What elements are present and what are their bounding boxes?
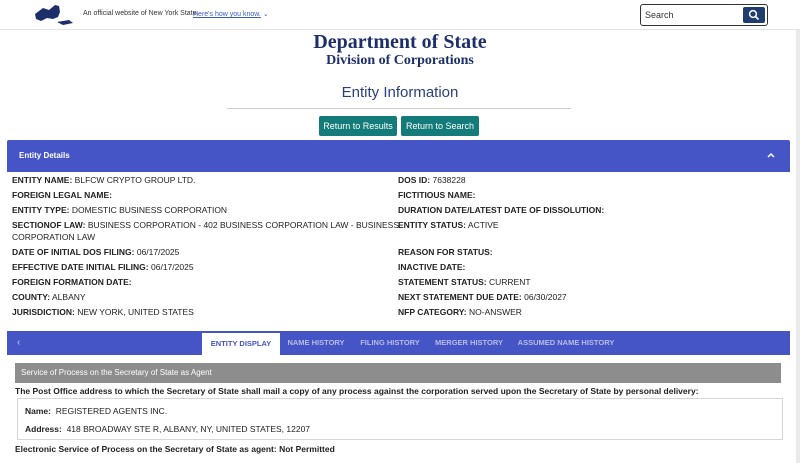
post-office-address-text: The Post Office address to which the Secretary of State shall mail a copy of any process against the corporation served upon the Secretary of State by personal delivery: [15, 386, 699, 396]
division-title: Division of Corporations [326, 53, 474, 68]
agent-address-value: 418 BROADWAY STE R, ALBANY, NY, UNITED STATES, 12207 [66, 424, 311, 434]
page-title: Entity Information [341, 84, 459, 101]
field-value: NO-ANSWER [469, 307, 522, 317]
chevron-up-icon[interactable] [766, 150, 776, 160]
field-label: EFFECTIVE DATE INITIAL FILING: [12, 262, 149, 272]
top-banner [0, 0, 800, 30]
fictitious-name-field [398, 189, 475, 201]
entity-details-body [7, 172, 790, 324]
department-title: Department of State [313, 31, 487, 53]
field-value: ALBANY [52, 292, 86, 302]
field-label: INACTIVE DATE: [398, 262, 466, 272]
field-label: NEXT STATEMENT DUE DATE: [398, 292, 522, 302]
tab-merger-history[interactable]: MERGER HISTORY [435, 338, 503, 347]
search-icon [748, 9, 760, 21]
page-scrollbar[interactable] [796, 30, 800, 463]
service-of-process-title: Service of Process on the Secretary of State as Agent [21, 368, 212, 377]
how-you-know-link[interactable] [193, 10, 269, 18]
field-value: 06/17/2025 [151, 262, 194, 272]
dissolution-date-field [398, 204, 604, 216]
field-value: 06/17/2025 [136, 247, 180, 257]
field-label: COUNTY: [12, 292, 51, 302]
initial-filing-date-field [12, 246, 179, 258]
field-label: ENTITY NAME: [12, 175, 73, 185]
agent-name-value: REGISTERED AGENTS INC. [55, 406, 168, 416]
return-to-search-button[interactable]: Return to Search [401, 116, 479, 136]
county-field [12, 291, 86, 303]
new-york-state-logo[interactable] [33, 2, 77, 28]
field-value: BUSINESS CORPORATION - 402 BUSINESS CORPORATION LAW - BUSINESS [87, 220, 399, 230]
field-label: NFP CATEGORY: [398, 307, 467, 317]
tab-name-history[interactable]: NAME HISTORY [287, 338, 345, 347]
field-label: DATE OF INITIAL DOS FILING: [12, 247, 135, 257]
tab-scroll-left-icon[interactable]: ‹ [17, 337, 21, 348]
agent-address-row [25, 424, 310, 434]
field-value: NEW YORK, UNITED STATES [77, 307, 194, 317]
entity-details-header[interactable] [7, 140, 790, 172]
entity-type-field [12, 204, 227, 216]
how-you-know-label: Here's how you know. [193, 11, 261, 18]
field-value: DOMESTIC BUSINESS CORPORATION [71, 205, 228, 215]
field-label: REASON FOR STATUS: [398, 247, 493, 257]
foreign-legal-name-field [12, 189, 112, 201]
return-to-results-button[interactable]: Return to Results [319, 116, 397, 136]
search-input[interactable] [645, 7, 741, 23]
field-label: STATEMENT STATUS: [398, 277, 487, 287]
field-label: SECTIONOF LAW: [12, 220, 86, 230]
field-label: FOREIGN FORMATION DATE: [12, 277, 132, 287]
field-label: FOREIGN LEGAL NAME: [12, 190, 112, 200]
foreign-formation-date-field [12, 276, 132, 288]
field-value-continued: CORPORATION LAW [12, 232, 96, 242]
chevron-down-icon: ⌄ [262, 11, 269, 18]
field-label: DOS ID: [398, 175, 431, 185]
electronic-service-text: Electronic Service of Process on the Secretary of State as agent: Not Permitted [15, 444, 335, 454]
entity-details-title: Entity Details [19, 151, 70, 160]
section-of-law-field [12, 219, 402, 243]
entity-name-field [12, 174, 195, 186]
agent-details-box [17, 398, 783, 440]
field-value: BLFCW CRYPTO GROUP LTD. [74, 175, 196, 185]
inactive-date-field [398, 261, 465, 273]
divider [227, 108, 571, 109]
field-value: 06/30/2027 [524, 292, 567, 302]
jurisdiction-field [12, 306, 194, 318]
tab-filing-history[interactable]: FILING HISTORY [360, 338, 420, 347]
search-box [640, 4, 768, 26]
effective-date-field [12, 261, 194, 273]
field-label: ENTITY TYPE: [12, 205, 70, 215]
entity-status-field [398, 219, 499, 231]
search-button[interactable] [743, 7, 765, 23]
field-value: 7638228 [432, 175, 466, 185]
agent-address-label: Address: [25, 424, 62, 434]
field-label: JURISDICTION: [12, 307, 75, 317]
agent-name-label: Name: [25, 406, 51, 416]
statement-status-field [398, 276, 531, 288]
reason-for-status-field [398, 246, 493, 258]
dos-id-field [398, 174, 466, 186]
agent-name-row [25, 406, 167, 416]
field-value: CURRENT [489, 277, 531, 287]
field-label: FICTITIOUS NAME: [398, 190, 476, 200]
field-value: ACTIVE [467, 220, 499, 230]
nfp-category-field [398, 306, 522, 318]
next-statement-due-field [398, 291, 567, 303]
tab-assumed-name-history[interactable]: ASSUMED NAME HISTORY [517, 338, 615, 347]
service-of-process-header [15, 363, 781, 383]
field-label: ENTITY STATUS: [398, 220, 466, 230]
history-tab-bar [7, 331, 790, 355]
official-site-text: An official website of New York State. [83, 10, 199, 17]
field-label: DURATION DATE/LATEST DATE OF DISSOLUTION: [398, 205, 605, 215]
tab-entity-display[interactable]: ENTITY DISPLAY [202, 331, 280, 355]
